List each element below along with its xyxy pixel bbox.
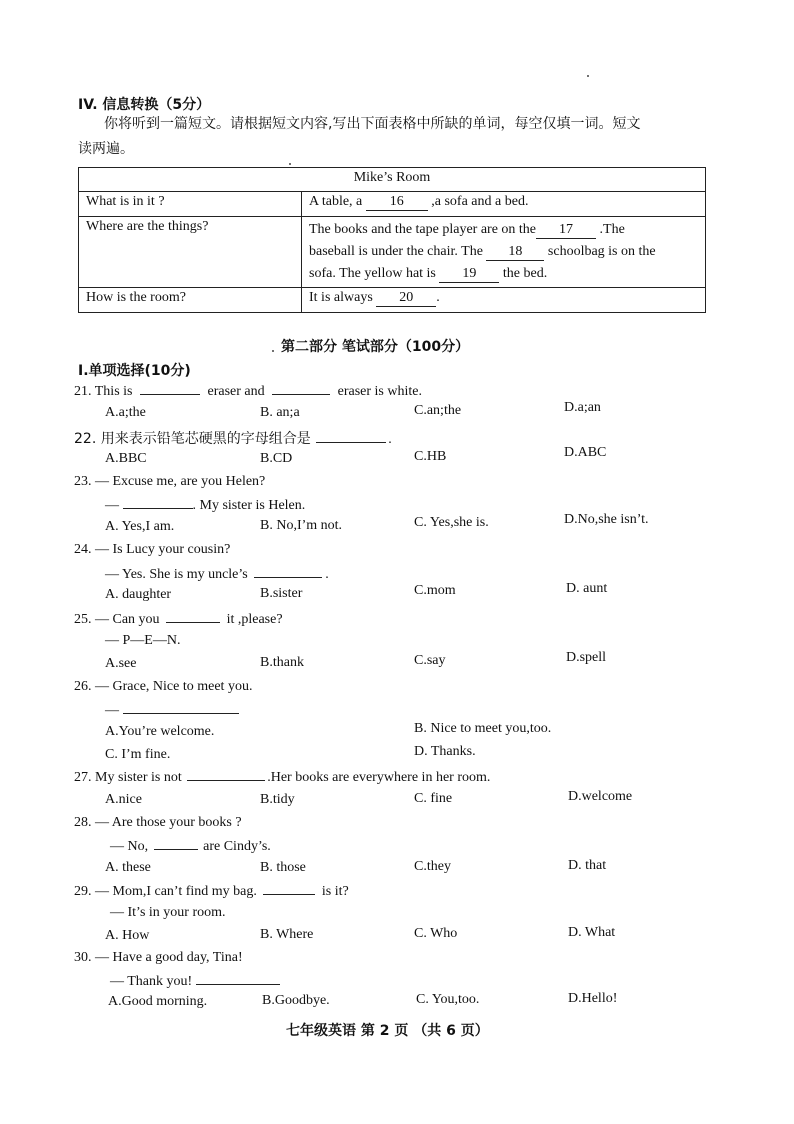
question-text: eraser and xyxy=(207,384,265,399)
option-d: D.spell xyxy=(566,650,607,665)
scan-speck xyxy=(587,75,589,77)
question-text: 21. This is xyxy=(74,384,133,399)
question-text: . xyxy=(388,432,392,447)
option-a: A.Good morning. xyxy=(108,994,208,1009)
answer-text: schoolbag is on the xyxy=(547,244,656,259)
row-question: Where are the things? xyxy=(79,217,302,288)
question-text: — xyxy=(105,498,119,513)
scan-speck xyxy=(272,350,274,352)
option-d: D.ABC xyxy=(564,445,607,460)
instruction-line2: 读两遍。 xyxy=(78,141,134,157)
question-text: 29. — Mom,I can’t find my bag. xyxy=(74,884,257,899)
option-a: A. How xyxy=(105,928,150,943)
option-b: B. an;a xyxy=(260,405,300,420)
question-26: 26. — Grace, Nice to meet you. xyxy=(74,679,253,694)
option-d: D. What xyxy=(568,925,616,940)
option-c: C.say xyxy=(414,653,446,668)
question-25 xyxy=(74,610,283,628)
option-c: C. Yes,she is. xyxy=(414,515,489,530)
option-c: C. fine xyxy=(414,791,453,806)
question-29 xyxy=(74,882,349,900)
option-d: D.a;an xyxy=(564,400,601,415)
section-title-listening: IV. 信息转换（5分） xyxy=(78,97,211,113)
option-a: A.BBC xyxy=(105,451,147,466)
question-30: 30. — Have a good day, Tina! xyxy=(74,950,243,965)
option-a: A.You’re welcome. xyxy=(105,724,215,739)
instruction-line1: 你将听到一篇短文。请根据短文内容,写出下面表格中所缺的单词，每空仅填一词。短文 xyxy=(104,116,641,132)
answer-text: The books and the tape player are on the xyxy=(309,222,537,237)
question-text: eraser is white. xyxy=(337,384,422,399)
question-21 xyxy=(74,382,422,400)
section-title-single-choice: I.单项选择(10分) xyxy=(78,363,191,379)
blank-20: 20 xyxy=(376,290,436,307)
question-text: 22. 用来表示铅笔芯硬黑的字母组合是 xyxy=(74,431,311,447)
option-d: D. Thanks. xyxy=(414,744,476,759)
question-text: it ,please? xyxy=(226,612,283,627)
option-b: B.thank xyxy=(260,655,304,670)
question-23: 23. — Excuse me, are you Helen? xyxy=(74,474,266,489)
answer-blank xyxy=(187,768,265,781)
answer-blank xyxy=(272,382,330,395)
answer-blank xyxy=(123,701,239,714)
option-a: A.nice xyxy=(105,792,142,807)
question-text: .Her books are everywhere in her room. xyxy=(267,770,491,785)
question-30-line2 xyxy=(110,972,280,990)
option-d: D.No,she isn’t. xyxy=(564,512,649,527)
answer-text: It is always xyxy=(309,290,373,305)
question-29-line2: — It’s in your room. xyxy=(110,905,226,920)
answer-text: ,a sofa and a bed. xyxy=(431,194,529,209)
option-b: B.Goodbye. xyxy=(262,993,330,1008)
answer-blank xyxy=(166,610,220,623)
option-c: C.they xyxy=(414,859,451,874)
answer-blank xyxy=(263,882,315,895)
scan-speck xyxy=(289,163,291,165)
question-text: 25. — Can you xyxy=(74,612,160,627)
page-footer: 七年级英语 第 2 页 （共 6 页） xyxy=(286,1023,489,1039)
option-b: B. No,I’m not. xyxy=(260,518,343,533)
option-b: B.CD xyxy=(260,451,293,466)
option-a: A.see xyxy=(105,656,137,671)
blank-17: 17 xyxy=(536,222,596,239)
question-25-line2: — P—E—N. xyxy=(105,633,181,648)
option-b: B. those xyxy=(260,860,306,875)
option-a: A. Yes,I am. xyxy=(105,519,175,534)
question-22 xyxy=(74,428,392,448)
option-b: B. Where xyxy=(260,927,314,942)
info-table xyxy=(78,167,706,313)
question-text: — No, xyxy=(110,839,149,854)
question-text: . My sister is Helen. xyxy=(192,498,306,513)
answer-text: baseball is under the chair. The xyxy=(309,244,483,259)
row-answer xyxy=(302,288,706,313)
row-answer xyxy=(302,217,706,288)
option-b: B. Nice to meet you,too. xyxy=(414,721,552,736)
answer-blank xyxy=(140,382,200,395)
question-text: . xyxy=(325,567,329,582)
question-28: 28. — Are those your books ? xyxy=(74,815,242,830)
option-c: C. You,too. xyxy=(416,992,480,1007)
row-answer xyxy=(302,192,706,217)
question-24-line2 xyxy=(105,565,329,583)
answer-text: .The xyxy=(599,222,625,237)
answer-text: sofa. The yellow hat is xyxy=(309,266,436,281)
question-27 xyxy=(74,768,490,786)
option-d: D. aunt xyxy=(566,581,608,596)
option-d: D.welcome xyxy=(568,789,633,804)
row-question: What is in it ? xyxy=(79,192,302,217)
option-a: A.a;the xyxy=(105,405,146,420)
blank-16: 16 xyxy=(366,194,428,211)
question-28-line2 xyxy=(110,837,271,855)
option-b: B.tidy xyxy=(260,792,295,807)
answer-blank xyxy=(316,430,386,443)
question-23-line2 xyxy=(105,496,305,514)
question-text: — xyxy=(105,703,119,718)
question-text: is it? xyxy=(321,884,349,899)
question-text: are Cindy’s. xyxy=(203,839,271,854)
option-c: C.an;the xyxy=(414,403,462,418)
question-26-line2 xyxy=(105,701,239,719)
option-d: D. that xyxy=(568,858,607,873)
question-text: — Yes. She is my uncle’s xyxy=(105,567,248,582)
answer-text: the bed. xyxy=(502,266,548,281)
answer-blank xyxy=(196,972,280,985)
option-c: C. Who xyxy=(414,926,458,941)
option-d: D.Hello! xyxy=(568,991,618,1006)
answer-text: A table, a xyxy=(309,194,363,209)
question-24: 24. — Is Lucy your cousin? xyxy=(74,542,231,557)
answer-blank xyxy=(154,837,198,850)
blank-18: 18 xyxy=(486,244,544,261)
part2-title: 第二部分 笔试部分（100分） xyxy=(281,339,470,355)
option-a: A. these xyxy=(105,860,151,875)
option-c: C. I’m fine. xyxy=(105,747,171,762)
answer-text: . xyxy=(436,290,440,305)
row-question: How is the room? xyxy=(79,288,302,313)
option-a: A. daughter xyxy=(105,587,172,602)
option-c: C.HB xyxy=(414,449,447,464)
blank-19: 19 xyxy=(439,266,499,283)
question-text: — Thank you! xyxy=(110,974,193,989)
option-b: B.sister xyxy=(260,586,303,601)
option-c: C.mom xyxy=(414,583,456,598)
table-header: Mike’s Room xyxy=(79,168,706,192)
answer-blank xyxy=(123,496,193,509)
question-text: 27. My sister is not xyxy=(74,770,182,785)
answer-blank xyxy=(254,565,322,578)
